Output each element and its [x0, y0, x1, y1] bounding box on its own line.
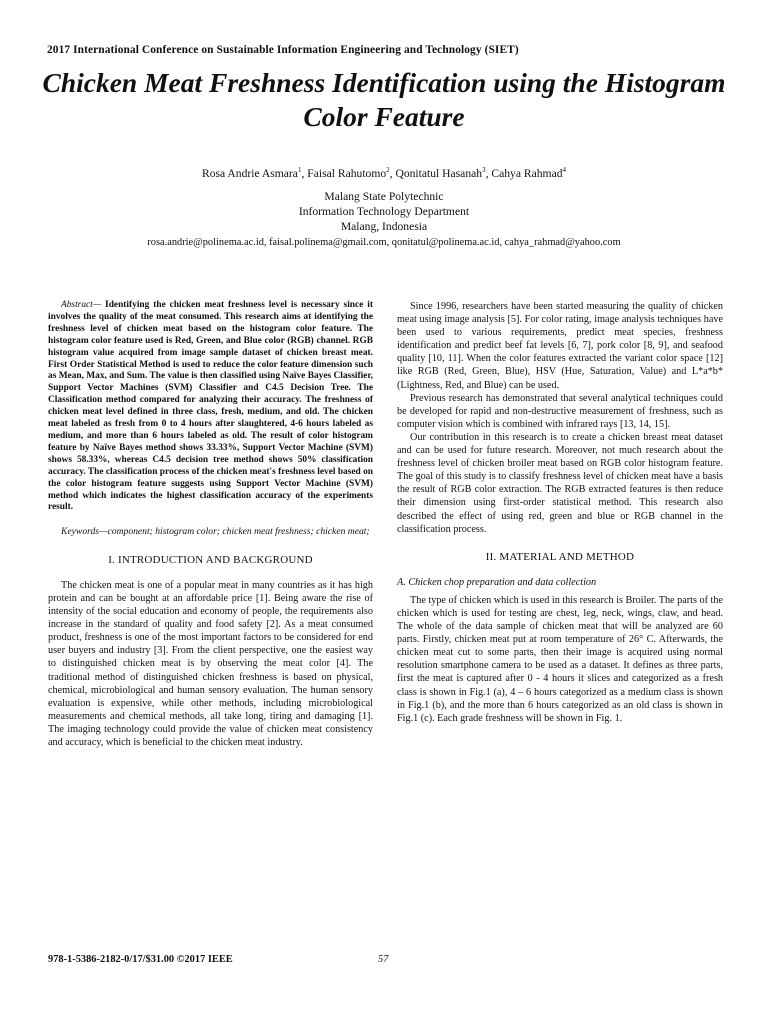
author-name: Faisal Rahutomo — [307, 166, 387, 180]
author-mark: 4 — [562, 166, 567, 174]
keywords: Keywords—component; histogram color; chicken meat freshness; chicken meat; — [61, 526, 370, 538]
author-mark: 3 — [482, 166, 486, 174]
author-name: Rosa Andrie Asmara — [201, 166, 298, 180]
author-list: Rosa Andrie Asmara$^1$, Faisal Rahutomo$^2$, Qonitatul Hasanah$^3$, Cahya Rahmad$^4$ — [201, 166, 567, 180]
right-column — [397, 300, 723, 725]
paper-title: Chicken Meat Freshness Identification using the Histogram Color Feature — [42, 67, 726, 132]
footer-isbn: 978-1-5386-2182-0/17/$31.00 ©2017 IEEE — [48, 954, 233, 965]
author-emails: rosa.andrie@polinema.ac.id, faisal.polinema@gmail.com, qonitatul@polinema.ac.id, cahya_rahmad@yahoo.com — [147, 237, 621, 248]
abstract-label: Abstract— — [61, 300, 102, 310]
author-name: Cahya Rahmad — [491, 166, 563, 180]
author-mark: 1 — [297, 166, 302, 174]
abstract — [48, 300, 373, 514]
intro-paragraph: The chicken meat is one of a popular meat in many countries as it has high protein and can be bought at an affordable price [1]. Being aware the rise of intensity of the social education and economy of people, the requirements also increase in the standard of quality and food safety [2]. As a meat consumed product, freshness is one of the most important factors to be considered for end user buyers and industry [3]. From the client perspective, one the easiest way to distinguished chicken meat is by observing the meat color [4]. The traditional method of distinguished chicken freshness is based on physical, chemical, microbiological and human sensory evaluation. The human sensory evaluation is expensive, while other methods, including microbiological measurements and chemical methods, all take long, tiring and damaging [1]. The imaging technology could provide the value of chicken meat consistency and accuracy, which is beneficial to the chicken meat industry. — [48, 579, 373, 749]
body-paragraph: Our contribution in this research is to create a chicken breast meat dataset and can be used for future research. Moreover, not much research about the freshness level of chicken broiler meat based on RGB color histogram feature. The goal of this study is to classify freshness level of chicken meat have a basis the result of RGB color extraction. The RGB extracted features is then reduce their dimension using first-order statistical method. This research also described the effect of using red, green and blue or RGB channel in the classification process. — [397, 431, 723, 535]
section-heading-method: II. MATERIAL AND METHOD — [485, 550, 635, 563]
subsection-heading: A. Chicken chop preparation and data collection — [397, 576, 597, 588]
section-heading-introduction: I. INTRODUCTION AND BACKGROUND — [108, 553, 313, 566]
left-column — [48, 300, 373, 749]
method-paragraph: The type of chicken which is used in this research is Broiler. The parts of the chicken which is used for testing are chest, leg, neck, wings, claw, and head. The whole of the data sample of chicken meat that will be analyzed are 60 parts. Firstly, chicken meat put at room temperature of 26° C. Afterwards, the chicken meat cut to some parts, then their image is acquired using normal resolution smartphone camera to be used as a dataset. It defines as three parts, first the meat is captured after 0 - 4 hours it slices and categorized as a fresh class is shown in Fig.1 (a), 4 – 6 hours categorized as a medium class is shown in Fig.1 (b), and the more than 6 hours categorized as an old class is shown in Fig.1 (c). Each grade freshness will be shown in Fig. 1. — [397, 594, 723, 724]
affiliation-block — [30, 189, 738, 234]
body-paragraph: Previous research has demonstrated that several analytical techniques could be developed for rapid and non-destructive measurement of freshness, such as computer vision which is combined with infrared rays [13, 14, 15]. — [397, 392, 723, 430]
page-number: 57 — [378, 954, 389, 965]
affiliation-line: Malang, Indonesia — [340, 220, 428, 233]
author-name: Qonitatul Hasanah — [395, 166, 483, 180]
abstract-body: Identifying the chicken meat freshness level is necessary since it involves the quality of the meat consumed. This research aims at identifying the freshness level of chicken meat based on the histogram color feature. The histogram color feature used is Red, Green, and Blue color (RGB) channel. RGB histogram value acquired from image sample dataset of chicken breast meat. First Order Statistical Method is used to reduce the color feature dimension such as Mean, Max, and Sum. The value is then classified using Naïve Bayes Classifier, Support Vector Machines (SVM) Classifier and C4.5 Decision Tree. The Classification method compared for analyzing their accuracy. The freshness of chicken meat level defined in three class, fresh, medium, and old. The chicken meat labeled as fresh from 0 to 4 hours after slaughtered, 4-6 hours labeled as medium, and more than 6 hours labeled as old. The result of color histogram feature by Naïve Bayes method shows 33.33%, Support Vector Machine (SVM) shows 58.33%, whereas C4.5 decision tree method shows 50% classification accuracy. The classification process of the chicken meat's freshness level based on the color histogram feature suggests using Support Vector Machine (SVM) method which indicates the highest classification accuracy of the experiments result. — [48, 300, 373, 513]
author-mark: 2 — [386, 166, 390, 174]
body-paragraph: Since 1996, researchers have been started measuring the quality of chicken meat using image analysis [5]. For color rating, image analysis techniques have been used to various requirements, predict meat species, freshness identification and predict beef fat levels [6, 7], pork color [8, 9], and seafood quality [10, 11]. When the color features extracted the variant color space [12] like RGB (Red, Green, Blue), HSV (Hue, Saturation, Value) and L*a*b* (Lightness, Red, and Blue) can be used. — [397, 301, 723, 391]
affiliation-line: Malang State Polytechnic — [324, 190, 444, 203]
conference-header: 2017 International Conference on Sustainable Information Engineering and Technology (SIET) — [47, 44, 519, 56]
affiliation-line: Information Technology Department — [298, 205, 470, 218]
